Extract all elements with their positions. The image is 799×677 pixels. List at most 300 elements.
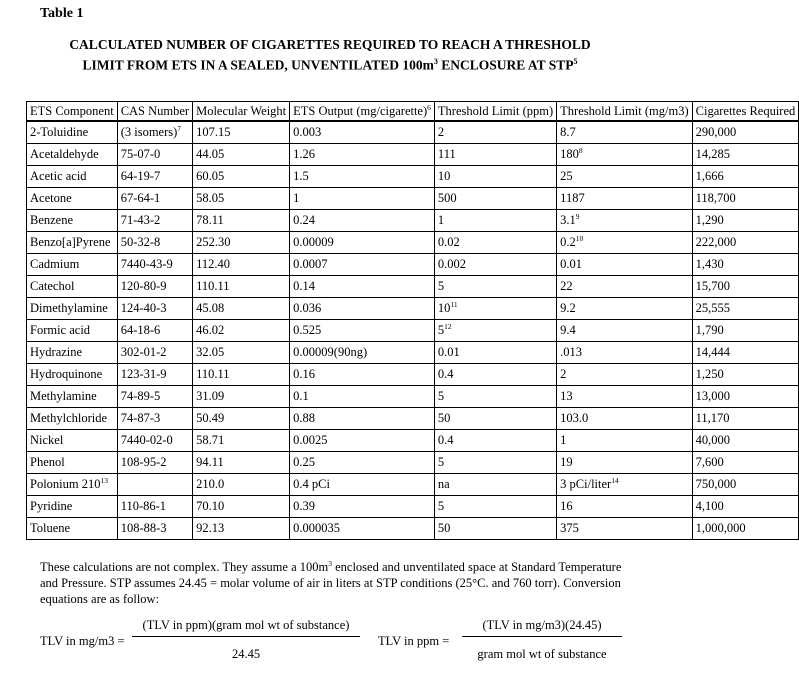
cell-molecular-weight xyxy=(193,232,290,254)
cell-text: Hydroquinone xyxy=(30,367,103,381)
cell-text: 302-01-2 xyxy=(120,345,167,359)
cell-cas-number xyxy=(117,188,192,210)
cell-molecular-weight xyxy=(193,210,290,232)
cell-cigarettes-required xyxy=(692,254,799,276)
cell-cas-number xyxy=(117,474,192,496)
cell-threshold-mgm3 xyxy=(557,474,692,496)
cell-threshold-mgm3 xyxy=(557,188,692,210)
cell-molecular-weight xyxy=(193,452,290,474)
cell-threshold-ppm xyxy=(434,210,556,232)
cell-text: 0.00009 xyxy=(293,235,334,249)
cell-molecular-weight xyxy=(193,474,290,496)
table-row xyxy=(27,518,799,540)
cell-text: 58.71 xyxy=(196,433,225,447)
cell-text: 40,000 xyxy=(695,433,731,447)
cell-threshold-mgm3 xyxy=(557,121,692,144)
cell-text: 7440-02-0 xyxy=(120,433,173,447)
table-body xyxy=(27,121,799,540)
cell-text: Acetone xyxy=(30,191,72,205)
cell-text: 0.2 xyxy=(560,235,576,249)
cell-component xyxy=(27,518,118,540)
cell-threshold-ppm xyxy=(434,298,556,320)
cell-cas-number xyxy=(117,320,192,342)
cell-text: 118,700 xyxy=(695,191,736,205)
cell-text: Benzo[a]Pyrene xyxy=(30,235,111,249)
header-component xyxy=(27,102,118,122)
cell-text: 1,000,000 xyxy=(695,521,746,535)
cell-component xyxy=(27,298,118,320)
cell-component xyxy=(27,430,118,452)
header-threshold-ppm xyxy=(434,102,556,122)
cell-text: 13 xyxy=(560,389,573,403)
cell-text: 67-64-1 xyxy=(120,191,161,205)
cell-component xyxy=(27,166,118,188)
cell-cigarettes-required xyxy=(692,276,799,298)
cell-threshold-mgm3 xyxy=(557,518,692,540)
cell-text: 25,555 xyxy=(695,301,731,315)
cell-text: 92.13 xyxy=(196,521,225,535)
cell-molecular-weight xyxy=(193,386,290,408)
cell-threshold-ppm xyxy=(434,144,556,166)
header-molecular-weight xyxy=(193,102,290,122)
cell-text: 0.0007 xyxy=(293,257,328,271)
table-row xyxy=(27,121,799,144)
cell-text: 110.11 xyxy=(196,367,230,381)
cell-molecular-weight xyxy=(193,254,290,276)
cell-text: 1 xyxy=(293,191,300,205)
cell-text: 3 pCi/liter xyxy=(560,477,612,491)
cell-component xyxy=(27,452,118,474)
cell-text: Cadmium xyxy=(30,257,80,271)
cell-ets-output xyxy=(290,386,435,408)
table-row xyxy=(27,430,799,452)
cell-threshold-ppm xyxy=(434,188,556,210)
cell-component xyxy=(27,408,118,430)
cell-cas-number xyxy=(117,121,192,144)
cell-component xyxy=(27,364,118,386)
cell-text: 0.25 xyxy=(293,455,316,469)
cell-ets-output xyxy=(290,474,435,496)
cell-ets-output xyxy=(290,144,435,166)
table-row xyxy=(27,342,799,364)
cell-text: Catechol xyxy=(30,279,75,293)
cell-text: 50 xyxy=(437,521,451,535)
cell-text: 5 xyxy=(437,389,445,403)
table-row xyxy=(27,188,799,210)
cell-text: 103.0 xyxy=(560,411,589,425)
cell-text: 74-89-5 xyxy=(120,389,161,403)
cell-molecular-weight xyxy=(193,188,290,210)
cell-text: 64-19-7 xyxy=(120,169,161,183)
cell-text: 2-Toluidine xyxy=(30,125,89,139)
cell-text: 44.05 xyxy=(196,147,225,161)
cell-text: 0.003 xyxy=(293,125,322,139)
cell-text: 5 xyxy=(437,455,445,469)
cell-text: 3.1 xyxy=(560,213,576,227)
cell-threshold-ppm xyxy=(434,496,556,518)
cell-text: 0.88 xyxy=(293,411,316,425)
cell-footnote: 13 xyxy=(100,475,108,485)
cell-text: 750,000 xyxy=(695,477,737,491)
cell-text: 1187 xyxy=(560,191,585,205)
cell-text: 375 xyxy=(560,521,579,535)
cell-text: 2 xyxy=(560,367,567,381)
cell-threshold-ppm xyxy=(434,276,556,298)
cell-threshold-ppm xyxy=(434,166,556,188)
cell-text: 110.11 xyxy=(196,279,230,293)
cell-text: Dimethylamine xyxy=(30,301,108,315)
header-text: ETS Output (mg/cigarette) xyxy=(293,104,428,118)
cell-text: 222,000 xyxy=(695,235,737,249)
cell-text: 75-07-0 xyxy=(120,147,161,161)
header-text: ETS Component xyxy=(30,104,114,118)
cell-cigarettes-required xyxy=(692,430,799,452)
document-title xyxy=(0,36,660,74)
cell-threshold-mgm3 xyxy=(557,232,692,254)
cell-component xyxy=(27,254,118,276)
cell-threshold-mgm3 xyxy=(557,452,692,474)
header-text: CAS Number xyxy=(120,104,190,118)
cell-text: 0.000035 xyxy=(293,521,341,535)
cell-text: 0.02 xyxy=(437,235,460,249)
cell-cas-number xyxy=(117,276,192,298)
cell-text: 46.02 xyxy=(196,323,225,337)
cell-threshold-mgm3 xyxy=(557,496,692,518)
cell-component xyxy=(27,232,118,254)
cell-molecular-weight xyxy=(193,166,290,188)
cell-text: 15,700 xyxy=(695,279,731,293)
cell-footnote: 9 xyxy=(575,211,580,221)
cell-text: 9.2 xyxy=(560,301,576,315)
cell-threshold-mgm3 xyxy=(557,342,692,364)
cell-text: 31.09 xyxy=(196,389,225,403)
cell-molecular-weight xyxy=(193,121,290,144)
cell-text: 10 xyxy=(437,169,451,183)
cell-threshold-ppm xyxy=(434,408,556,430)
cell-text: 1 xyxy=(560,433,567,447)
cell-text: Formic acid xyxy=(30,323,91,337)
cell-threshold-ppm xyxy=(434,452,556,474)
cell-cigarettes-required xyxy=(692,452,799,474)
cell-ets-output xyxy=(290,254,435,276)
cell-text: 1,430 xyxy=(695,257,724,271)
cell-cigarettes-required xyxy=(692,496,799,518)
cell-component xyxy=(27,342,118,364)
cell-threshold-mgm3 xyxy=(557,210,692,232)
table-row xyxy=(27,298,799,320)
cell-text: 5 xyxy=(437,323,445,337)
cell-ets-output xyxy=(290,496,435,518)
cell-text: 0.00009(90ng) xyxy=(293,345,368,359)
cell-text: 108-88-3 xyxy=(120,521,167,535)
cell-threshold-ppm xyxy=(434,474,556,496)
header-ets-output xyxy=(290,102,435,122)
cell-text: 13,000 xyxy=(695,389,731,403)
cell-text: 290,000 xyxy=(695,125,737,139)
cell-text: 120-80-9 xyxy=(120,279,167,293)
cell-cigarettes-required xyxy=(692,144,799,166)
title-line-2 xyxy=(0,53,660,74)
cell-cigarettes-required xyxy=(692,364,799,386)
cell-text: Pyridine xyxy=(30,499,73,513)
cell-text: 50-32-8 xyxy=(120,235,161,249)
cell-ets-output xyxy=(290,342,435,364)
cell-molecular-weight xyxy=(193,496,290,518)
header-text: Cigarettes Required xyxy=(695,104,796,118)
header-footnote: 6 xyxy=(427,102,431,112)
cell-threshold-mgm3 xyxy=(557,320,692,342)
note-text: These calculations are not complex. They assume a 100m xyxy=(40,560,329,575)
cell-cas-number xyxy=(117,232,192,254)
cell-ets-output xyxy=(290,188,435,210)
cell-text: 0.01 xyxy=(560,257,583,271)
table-row xyxy=(27,254,799,276)
cell-component xyxy=(27,496,118,518)
equation-left-fraction xyxy=(132,618,360,662)
cell-cigarettes-required xyxy=(692,298,799,320)
cell-text: 1.26 xyxy=(293,147,316,161)
cell-text: 58.05 xyxy=(196,191,225,205)
cell-component xyxy=(27,276,118,298)
cell-cigarettes-required xyxy=(692,474,799,496)
header-threshold-mgm3 xyxy=(557,102,692,122)
table-row xyxy=(27,276,799,298)
title-footnote-marker: 5 xyxy=(573,57,578,66)
cell-molecular-weight xyxy=(193,298,290,320)
cell-cigarettes-required xyxy=(692,166,799,188)
cell-text: Nickel xyxy=(30,433,64,447)
title-line-1: CALCULATED NUMBER OF CIGARETTES REQUIRED TO REACH A THRESHOLD xyxy=(69,37,591,52)
cell-molecular-weight xyxy=(193,518,290,540)
cell-text: 7,600 xyxy=(695,455,724,469)
cell-threshold-ppm xyxy=(434,121,556,144)
cell-text: 111 xyxy=(437,147,456,161)
cell-text: 1,666 xyxy=(695,169,724,183)
cell-molecular-weight xyxy=(193,276,290,298)
cell-footnote: 11 xyxy=(450,299,458,309)
header-cigarettes-required xyxy=(692,102,799,122)
title-line-2-text: LIMIT FROM ETS IN A SEALED, UNVENTILATED 100m xyxy=(82,57,434,73)
cell-ets-output xyxy=(290,166,435,188)
cell-text: 0.4 xyxy=(437,433,454,447)
cell-cas-number xyxy=(117,166,192,188)
equation-left-label: TLV in mg/m3 = xyxy=(40,634,125,648)
calculation-note xyxy=(40,556,640,607)
cell-ets-output xyxy=(290,210,435,232)
cell-cas-number xyxy=(117,298,192,320)
cell-text: 64-18-6 xyxy=(120,323,161,337)
cell-text: 50 xyxy=(437,411,451,425)
cell-text: (3 isomers) xyxy=(120,125,178,139)
cell-component xyxy=(27,188,118,210)
cell-text: Hydrazine xyxy=(30,345,83,359)
cell-cas-number xyxy=(117,144,192,166)
cell-text: 1.5 xyxy=(293,169,309,183)
title-line-2-text-end: ENCLOSURE AT STP xyxy=(437,57,574,73)
equation-right-numerator: (TLV in mg/m3)(24.45) xyxy=(462,618,622,637)
cell-text: 8.7 xyxy=(560,125,576,139)
cell-cigarettes-required xyxy=(692,210,799,232)
cell-cigarettes-required xyxy=(692,342,799,364)
cell-text: 180 xyxy=(560,147,579,161)
table-header-row xyxy=(27,102,799,122)
cell-text: .013 xyxy=(560,345,583,359)
cell-ets-output xyxy=(290,364,435,386)
cell-text: 7440-43-9 xyxy=(120,257,173,271)
cell-cas-number xyxy=(117,452,192,474)
cell-text: 19 xyxy=(560,455,573,469)
cell-component xyxy=(27,121,118,144)
cell-ets-output xyxy=(290,298,435,320)
cell-threshold-mgm3 xyxy=(557,408,692,430)
cell-cigarettes-required xyxy=(692,386,799,408)
cell-cigarettes-required xyxy=(692,188,799,210)
cell-threshold-ppm xyxy=(434,342,556,364)
cell-text: 0.036 xyxy=(293,301,322,315)
cell-text: 124-40-3 xyxy=(120,301,167,315)
cell-text: 78.11 xyxy=(196,213,224,227)
cell-text: 108-95-2 xyxy=(120,455,167,469)
cell-threshold-ppm xyxy=(434,518,556,540)
cell-text: 25 xyxy=(560,169,573,183)
cell-footnote: 12 xyxy=(444,321,452,331)
cell-text: 22 xyxy=(560,279,573,293)
cell-threshold-mgm3 xyxy=(557,386,692,408)
equation-right-label: TLV in ppm = xyxy=(378,634,450,648)
cell-text: Polonium 210 xyxy=(30,477,101,491)
cell-text: 0.01 xyxy=(437,345,460,359)
equation-right-denominator: gram mol wt of substance xyxy=(477,647,607,661)
cell-ets-output xyxy=(290,430,435,452)
cell-cas-number xyxy=(117,408,192,430)
cell-ets-output xyxy=(290,452,435,474)
cell-text: Methylamine xyxy=(30,389,97,403)
cell-threshold-mgm3 xyxy=(557,144,692,166)
cell-text: 74-87-3 xyxy=(120,411,161,425)
cell-threshold-mgm3 xyxy=(557,254,692,276)
cell-text: 5 xyxy=(437,279,445,293)
cell-text: 0.002 xyxy=(437,257,467,271)
cell-text: 60.05 xyxy=(196,169,225,183)
cigarettes-table xyxy=(26,101,799,540)
cell-text: 0.24 xyxy=(293,213,316,227)
cell-footnote: 10 xyxy=(575,233,584,243)
cell-molecular-weight xyxy=(193,430,290,452)
cell-threshold-mgm3 xyxy=(557,276,692,298)
cell-text: 0.14 xyxy=(293,279,316,293)
cell-molecular-weight xyxy=(193,144,290,166)
cell-text: Toluene xyxy=(30,521,71,535)
cell-cigarettes-required xyxy=(692,232,799,254)
cell-ets-output xyxy=(290,320,435,342)
cell-component xyxy=(27,386,118,408)
cell-text: 0.39 xyxy=(293,499,316,513)
cell-text: 500 xyxy=(437,191,457,205)
cell-text: 0.4 pCi xyxy=(293,477,330,491)
cell-text: 45.08 xyxy=(196,301,225,315)
cell-text: 112.40 xyxy=(196,257,231,271)
table-row xyxy=(27,210,799,232)
cell-molecular-weight xyxy=(193,364,290,386)
table-row xyxy=(27,166,799,188)
cell-cas-number xyxy=(117,210,192,232)
cell-footnote: 14 xyxy=(611,475,619,485)
note-text-end: enclosed and unventilated space at Standard Temperature and Pressure. STP assumes 24.45 = molar volume of air in liters at STP conditions (25°C. and 760 torr). Conversion equations are as follow: xyxy=(40,560,622,607)
cell-text: 123-31-9 xyxy=(120,367,167,381)
cell-threshold-ppm xyxy=(434,232,556,254)
table-label: Table 1 xyxy=(40,6,84,21)
equation-left-numerator: (TLV in ppm)(gram mol wt of substance) xyxy=(132,618,360,637)
cell-cas-number xyxy=(117,254,192,276)
cell-threshold-mgm3 xyxy=(557,298,692,320)
cell-text: 0.0025 xyxy=(293,433,328,447)
cell-text: 16 xyxy=(560,499,573,513)
cell-threshold-mgm3 xyxy=(557,166,692,188)
cell-ets-output xyxy=(290,408,435,430)
title-superscript: 3 xyxy=(433,57,438,66)
cell-text: 14,444 xyxy=(695,345,731,359)
cell-threshold-mgm3 xyxy=(557,364,692,386)
cell-text: 1,250 xyxy=(695,367,724,381)
cell-footnote: 7 xyxy=(177,123,182,133)
cell-text: Methylchloride xyxy=(30,411,108,425)
cell-text: Phenol xyxy=(30,455,65,469)
cell-text: 4,100 xyxy=(695,499,724,513)
cell-text: 5 xyxy=(437,499,445,513)
cell-molecular-weight xyxy=(193,408,290,430)
header-text: Threshold Limit (ppm) xyxy=(437,104,554,118)
table-row xyxy=(27,474,799,496)
cell-component xyxy=(27,320,118,342)
cell-text: 110-86-1 xyxy=(120,499,167,513)
cell-threshold-ppm xyxy=(434,386,556,408)
cell-cas-number xyxy=(117,496,192,518)
cell-threshold-ppm xyxy=(434,254,556,276)
cell-text: 210.0 xyxy=(196,477,225,491)
cell-cigarettes-required xyxy=(692,518,799,540)
cell-text: 9.4 xyxy=(560,323,576,337)
cell-text: 0.4 xyxy=(437,367,454,381)
cell-text: 1,790 xyxy=(695,323,724,337)
cell-molecular-weight xyxy=(193,320,290,342)
cell-cas-number xyxy=(117,518,192,540)
cell-cigarettes-required xyxy=(692,320,799,342)
cell-text: 10 xyxy=(437,301,451,315)
cell-text: 1 xyxy=(437,213,445,227)
header-cas-number xyxy=(117,102,192,122)
cell-ets-output xyxy=(290,518,435,540)
cell-cigarettes-required xyxy=(692,408,799,430)
cell-text: 11,170 xyxy=(695,411,730,425)
cell-text: 71-43-2 xyxy=(120,213,161,227)
cell-threshold-ppm xyxy=(434,320,556,342)
table-row xyxy=(27,408,799,430)
table-row xyxy=(27,496,799,518)
cell-text: 0.525 xyxy=(293,323,322,337)
cell-component xyxy=(27,474,118,496)
note-superscript: 3 xyxy=(328,559,332,568)
table-row xyxy=(27,386,799,408)
table-row xyxy=(27,320,799,342)
table-row xyxy=(27,364,799,386)
cell-text: na xyxy=(437,477,450,491)
cell-text: 2 xyxy=(437,125,445,139)
cell-text: 1,290 xyxy=(695,213,724,227)
cell-molecular-weight xyxy=(193,342,290,364)
cell-threshold-mgm3 xyxy=(557,430,692,452)
cell-component xyxy=(27,144,118,166)
cell-ets-output xyxy=(290,121,435,144)
